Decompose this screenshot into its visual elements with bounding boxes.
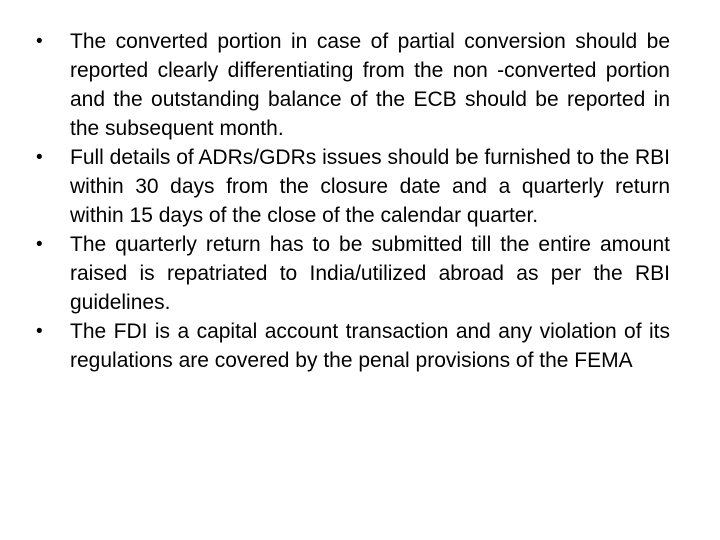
bullet-marker: •: [36, 147, 43, 168]
bullet-marker: •: [36, 31, 43, 52]
bullet-marker: •: [36, 234, 43, 255]
bullet-item: [36, 143, 670, 230]
bullet-text: Full details of ADRs/GDRs issues should be furnished to the RBI within 30 days from the closure date and a quarterly return within 15 days of the close of the calendar quarter.: [70, 146, 670, 227]
bullet-item: [36, 230, 670, 317]
bullet-item: [36, 27, 670, 143]
bullet-marker: •: [36, 321, 43, 342]
bullet-text: The quarterly return has to be submitted till the entire amount raised is repatriated to India/utilized abroad as per the RBI guidelines.: [70, 233, 670, 314]
bullet-item: [36, 317, 670, 375]
bullet-list: [36, 27, 670, 375]
bullet-text: The FDI is a capital account transaction and any violation of its regulations are covered by the penal provisions of the FEMA: [70, 320, 670, 372]
bullet-text: The converted portion in case of partial conversion should be reported clearly differentiating from the non -converted portion and the outstanding balance of the ECB should be reported in the subsequent month.: [70, 30, 670, 140]
